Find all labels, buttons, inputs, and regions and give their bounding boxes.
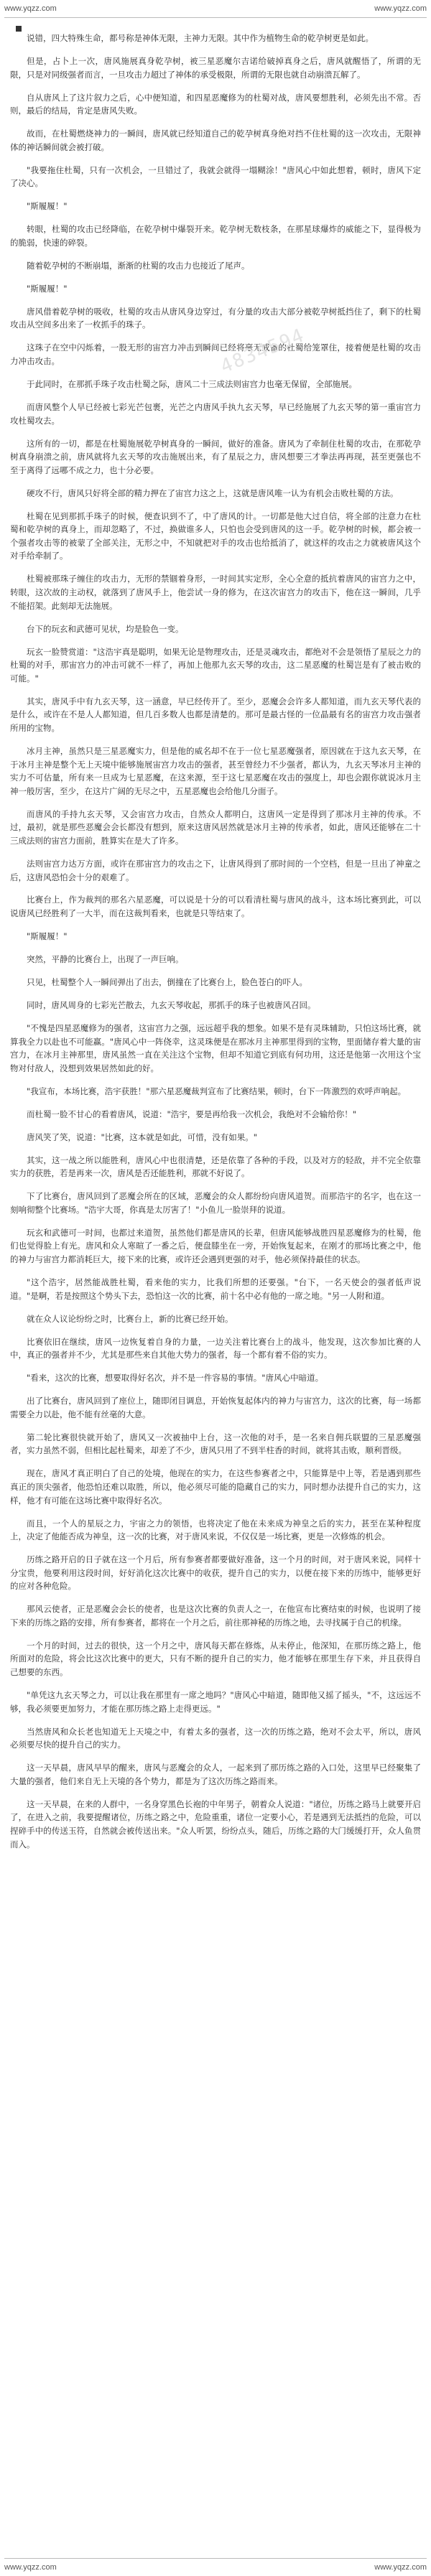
paragraph: 硬攻不行，唐风只好将全部的精力押在了宙宫力这之上，这就是唐风唯一认为有机会击败杜蜀的方法。 <box>27 487 399 498</box>
paragraph: 台下的玩玄和武德可见状，均是脸色一变。 <box>27 623 184 634</box>
paragraph: 说错，四大特殊生命，都号称是神体无限，主神力无限。其中作为植物生命的乾孕树更是如此。 <box>27 33 374 43</box>
paragraph: 这珠子在空中闪烁着，一股无形的宙宫力冲击到瞬间已经将毫无戒备的杜蜀给笼罩住，接着便是杜蜀的攻击力冲击攻击。 <box>10 342 421 366</box>
paragraph: 就在众人议论纷纷之时，比赛台上，新的比赛已经开始。 <box>27 1313 233 1324</box>
paragraph: "斯履履！" <box>27 931 68 942</box>
paragraph: "单凭这九玄天琴之力，可以让我在那里有一席之地吗？"唐风心中暗道，随即他又摇了摇头，"不，这远远不够，我必须要更加努力，才能在那历练之路上走得更远。" <box>10 1690 421 1714</box>
paragraph: 下了比赛台，唐风回到了恶魔会所在的区域，恶魔会的众人都纷纷向唐风道贺。而那浩宇的名字，也在这一刻响彻整个比赛场。"浩宇大哥，你真是太厉害了！"小鱼儿一脸崇拜的说道。 <box>10 1191 421 1215</box>
paragraph: 自从唐风上了这片叙力之后，心中便知道，和四星恶魔修为的杜蜀对战，唐风要想胜利，必须先出不常。否则，最后的结局，肯定是唐风失败。 <box>10 92 421 116</box>
paragraph: 比赛依旧在继续，唐风一边恢复着自身的力量，一边关注着比赛台上的战斗，他发现，这次参加比赛的人中，真正的强者并不少，尤其是那些来自其他大势力的强者，每一个都有着不俗的实力。 <box>10 1336 421 1361</box>
paragraph: 故而，在杜蜀燃烧神力的一瞬间，唐风就已经知道自己的乾孕树真身绝对挡不住杜蜀的这一次攻击，无限神体的神话瞬间就会被打破。 <box>10 129 421 152</box>
paragraph: 玩玄一脸赞赏道："这浩宇真是聪明，如果无论是物理攻击，还是灵魂攻击，都绝对不会是领悟了星辰之力的杜蜀的对手，那宙宫力的冲击可就不一样了，再加上他那九玄天琴的攻击，这二星恶魔的杜蜀岂是有了被击败的可能。" <box>10 646 421 683</box>
paragraph: "这个浩宇，居然能战胜杜蜀，看来他的实力，比我们所想的还要强。"台下，一名天使会的强者低声说道。"是啊，若是按照这个势头下去，恐怕这一次的比赛，前十名中必有他的一席之地。"另一人附和道。 <box>10 1277 421 1301</box>
paragraph: 同时，唐风周身的七彩光芒散去，九玄天琴收起，那抓手的珠子也被唐风召回。 <box>27 1000 316 1011</box>
paragraph: 冰月主神，虽然只是三星恶魔实力，但是他的威名却不在于一位七星恶魔强者，原因就在于这九玄天琴，在于冰月主神是整个无上天境中能够施展宙宫力攻击的强者，甚至曾经力不少强者，都认为，九玄天琴冰月主神的实力不可估量，所有来一旦成为七星恶魔，在这来源，至于这七星恶魔在攻击的强度上，却也会跟你就说冰月主神一般厉害，至少，在这片广阔的无尽之中，五星恶魔也会给他几分面子。 <box>10 745 421 796</box>
header-site-right: www.yqzz.com <box>374 4 427 13</box>
paragraph: 杜蜀在见到那抓手珠子的时候，便查识到不了，中了唐风的计。一切都是他大过自信，将全部的注意力在杜蜀和乾孕树的真身上，而却忽略了，不过，换做谁多人，只怕也会受到唐风的这一手。乾孕树的时候，都会被一个强者攻击等的被蒙了全部关注，无形之中，不知就把对手的攻击也给抵消了，就这样的攻击之力就被唐风这个对手给牵制了。 <box>10 510 421 561</box>
paragraph: 当然唐风和众长老也知道无上天境之中，有着太多的强者，这一次的历练之路，绝对不会太平，所以，唐风必须要尽快的提升自己的实力。 <box>10 1726 421 1750</box>
paragraph: 唐风笑了笑，说道："比赛，这本就是如此，可惜，没有如果。" <box>27 1131 258 1142</box>
paragraph: 而唐风的手持九玄天琴，又会宙宫力攻击，自然众人都明白，这唐风一定是得到了那冰月主神的传承。不过，最初，就是那些恶魔会会长都没有想到，原来这唐风居然就是冰月主神的传承者，如此，唐风还能够在二十三成法则的宙宫力面前，胜算实在是大了许多。 <box>10 808 421 846</box>
paragraph: 那风云使者，正是恶魔会会长的使者，也是这次比赛的负责人之一，在他宣布比赛结束的时候，也说明了接下来的历练之路的安排，所有参赛者，都将在一个月之后，前往那神秘的历练之地，去寻找属于自己的机缘。 <box>10 1604 421 1628</box>
paragraph: 其实，唐风手中有九玄天琴，这一涵意，早已经传开了。至少，恶魔会会许多人都知道，而九玄天琴代表的是什么，或许在不是人人都知道，但几百多数人也都是清楚的。那可是最古怪的一位晶最有名的宙宫力攻击强者所用的宝物。 <box>10 696 421 733</box>
paragraph: 一个月的时间，过去的很快，这一个月之中，唐风每天都在修炼，从未停止，他深知，在那历练之路上，他所面对的危险，将会比这次比赛中的更大，只有不断的提升自己的实力，他才能够在那里生存下来，并且获得自己想要的东西。 <box>10 1640 421 1678</box>
paragraph: 于此同时，在那抓手珠子攻击杜蜀之际，唐风二十三成法则宙宫力也毫无保留，全部施展。 <box>27 378 357 389</box>
paragraph: "不愧是四星恶魔修为的强者，这宙宫力之强，远远超乎我的想象。如果不是有灵珠辅助，只怕这场比赛，就算我全力以赴也不可能赢。"唐风心中一阵侥幸，这灵珠便是在那冰月主神那里得到的宝物，里面储存着大量的宙宫力，在冰月主神那里，唐风虽然一直在关注这个宝物，但却不知道它到底有何功用，这还是他第一次用这个宝物对付敌人，没想到效果居然如此的好。 <box>10 1023 421 1073</box>
paragraph: 第二轮比赛很快就开始了，唐风又一次被抽中上台，这一次他的对手，是一名来自佣兵联盟的三星恶魔强者，实力虽然不弱，但相比起杜蜀来，却差了不少，唐风只用了不到半柱香的时间，就将其击败，顺利晋级。 <box>10 1432 421 1456</box>
paragraph: 出了比赛台，唐风回到了座位上，随即闭目调息，开始恢复起体内的神力与宙宫力，这次的比赛，每一场都需要全力以赴，他不能有丝毫的大意。 <box>10 1396 421 1419</box>
paragraph: 比赛台上，作为裁判的那名六星恶魔，可以说是十分的可以看清杜蜀与唐风的战斗，这本场比赛到此，可以说唐风已经胜利了一大半，而在这裁判看来，也就是只等结束了。 <box>10 895 421 919</box>
paragraph: "我宣布，本场比赛，浩宇获胜！"那六星恶魔裁判宣布了比赛结果，顿时，台下一阵激烈的欢呼声响起。 <box>27 1086 407 1096</box>
paragraph: 这所有的一切，都是在杜蜀施展乾孕树真身的一瞬间，做好的准备。唐风为了牵制住杜蜀的攻击，在那乾孕树真身崩溃之前，唐风就将九玄天琴的攻击施展出来，有了星辰之力，唐风想要三才拳法再再现，甚至更强也不至于离得了远哪不成之力，也十分必要。 <box>10 438 421 475</box>
paragraph: 法则宙宫力达万方面，或许在那宙宫力的攻击之下，让唐风得到了那时间的一个空档，但是一旦出了神童之后，这唐风恐怕会十分的艰难了。 <box>10 858 421 882</box>
paragraph: 杜蜀被那珠子缠住的攻击力，无形的禁锢着身形，一时间其实定形，全心全意的抵抗着唐风的宙宫力之中，转眼，这次故的主动权，就落到了唐风手上，他尝试一身的修为，在这次宙宫力的攻击下，他在这一瞬间，几乎不能招架。此刻却无法施展。 <box>10 574 421 611</box>
paragraph: 转眼，杜蜀的攻击已经降临，在乾孕树中爆裂开来。乾孕树无数枝条，在那星球爆炸的威能之下，显得极为的脆弱，快速的碎裂。 <box>10 224 421 248</box>
paragraph: 但是，占卜上一次，唐风施展真身乾孕树，被三星恶魔尔吉诺给破掉真身之后，唐风就醒悟了，所谓的无限，只是对同级强者而言，一旦攻击力超过了神体的承受极限，所谓的无限也就自动崩溃瓦解了。 <box>10 55 421 80</box>
paragraph: 其实，这一战之所以能胜利，唐风心中也很清楚，还是依靠了各种的手段，以及对方的轻敌，并不完全依靠实力的获胜，若是再来一次，唐风是否还能胜利，那就不好说了。 <box>10 1154 421 1179</box>
watermark-number: 4834594 <box>217 324 308 378</box>
paragraph: 而且，一个人的星辰之力，宇宙之力的领悟，也将决定了他在未来成为神皇之后的实力，甚至在某种程度上，决定了他能否成为神皇，这一次的比赛，对于唐风来说，不仅仅是一场比赛，更是一次修炼的机会。 <box>10 1518 421 1542</box>
footer-site-right: www.yqzz.com <box>374 2563 427 2572</box>
header-site-left: www.yqzz.com <box>4 4 57 13</box>
paragraph: 唐风借着乾孕树的吸收，杜蜀的攻击从唐风身边穿过，有分量的攻击大部分被乾孕树抵挡住了，剩下的杜蜀攻击从空间多出来了一枚抓手的珠子。 <box>10 306 421 330</box>
chapter-body <box>10 32 421 2552</box>
page-header <box>0 0 431 17</box>
page-marker-square <box>16 26 22 32</box>
paragraph: "斯履履！" <box>27 201 68 212</box>
paragraph: "我要拖住杜蜀，只有一次机会，一旦错过了，我就会就得一塌糊涂！"唐风心中如此想着，顿时，唐风下定了决心。 <box>10 164 421 189</box>
paragraph: 只见，杜蜀整个人一瞬间弹出了出去，倒撞在了比赛台上，脸色苍白的吓人。 <box>27 977 307 988</box>
page-footer <box>0 2559 431 2576</box>
header-divider <box>4 17 427 18</box>
paragraph: "看来，这次的比赛，想要取得好名次，并不是一件容易的事情。"唐风心中暗道。 <box>27 1373 324 1383</box>
paragraph: 随着乾孕树的不断崩塌，渐渐的杜蜀的攻击力也接近了尾声。 <box>27 260 250 271</box>
paragraph: 这一天早晨，在来的人群中，一名身穿黑色长袍的中年男子，朝着众人说道："诸位，历练之路马上就要开启了，在进入之前，我要提醒诸位，历练之路之中，危险重重，诸位一定要小心，若是遇到无法抵挡的危险，可以捏碎手中的传送玉符，自然就会被传送出来。"众人听罢，纷纷点头，随后，历练之路的大门缓缓打开，众人鱼贯而入。 <box>10 1798 421 1849</box>
paragraph: 这一天早晨，唐风早早的醒来，唐风与恶魔会的众人，一起来到了那历练之路的入口处，这里早已经聚集了大量的强者，他们来自无上天境的各个势力，都是为了这次历练之路而来。 <box>10 1763 421 1786</box>
paragraph: 突然，平静的比赛台上，出现了一声巨响。 <box>27 954 184 965</box>
paragraph: 而杜蜀一脸不甘心的看着唐风，说道："浩宇，要是再给我一次机会，我绝对不会输给你！" <box>27 1109 357 1119</box>
paragraph: 玩玄和武德可一时间，也都过来道贺，虽然他们都是唐风的长辈，但唐风能够战胜四星恶魔修为的杜蜀，他们也觉得脸上有光。唐风和众人寒暄了一番之后，便盘膝坐在一旁，开始恢复起来，在刚才的那场比赛之中，他的神力与宙宫力都消耗巨大，接下来的比赛，或许还会遇到更强的对手，他必须保持最佳的状态。 <box>10 1227 421 1265</box>
paragraph: 现在，唐风才真正明白了自己的处境，他现在的实力，在这些参赛者之中，只能算是中上等，若是遇到那些真正的顶尖强者，他恐怕还难以取胜，所以，他必须尽可能的隐藏自己的实力，同时想办法提升自己的实力，这样，他才有可能在这场比赛中取得好名次。 <box>10 1468 421 1506</box>
paragraph: 而唐风整个人早已经被七彩光芒包裹，光芒之内唐风手执九玄天琴，早已经施展了九玄天琴的第一重宙宫力攻杜蜀攻去。 <box>10 401 421 426</box>
footer-site-left: www.yqzz.com <box>4 2563 57 2572</box>
paragraph: "斯履履！" <box>27 283 68 294</box>
paragraph: 历练之路开启的日子就在这一个月后，所有参赛者都要做好准备，这一个月的时间，对于唐风来说，同样十分宝贵，他要利用这段时间，好好消化这次比赛中的收获，提升自己的实力，以便在接下来的历练中，能够更好的应对各种危险。 <box>10 1554 421 1592</box>
